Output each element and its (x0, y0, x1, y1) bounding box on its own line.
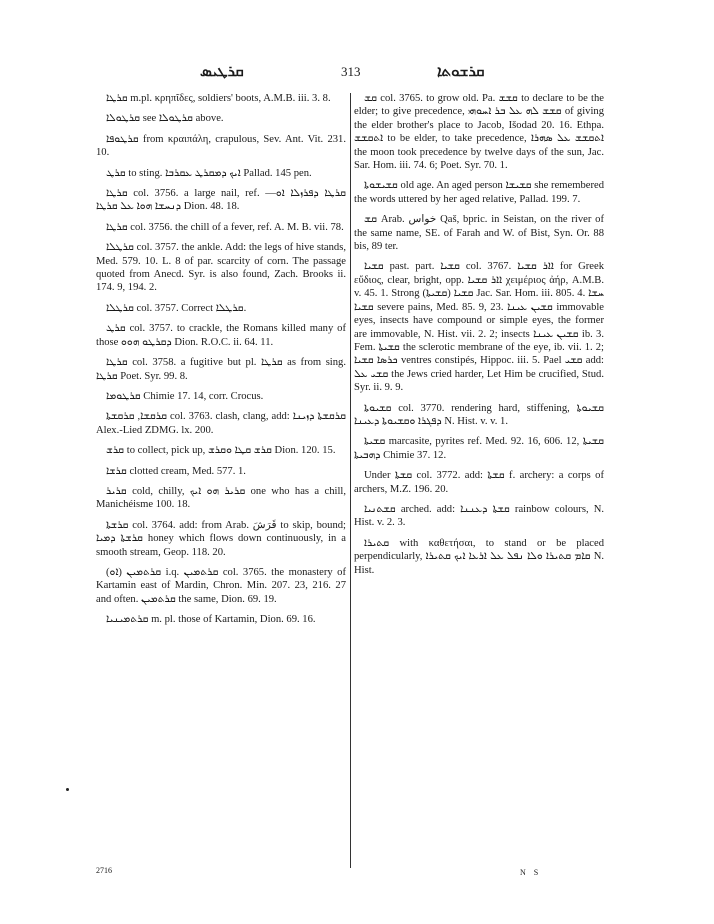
dictionary-entry: ܩܪܫ to collect, pick up, ܩܪܫ ܩܛܐ ܘܩܪܫ Dion. 120. 15. (106, 445, 336, 457)
dictionary-entry: ܩܪܝܪ cold, chilly, ܩܪܝܪ ܗܘ ܐܝܟ one who has a chill, Manichéisme 100. 18. (96, 485, 346, 511)
left-running-head: ܩܪܛܝܣ (200, 62, 244, 80)
dictionary-entry: ܩܪܩܫܐ, ܩܪܩܫܬܐ col. 3763. clash, clang, add: ܩܪܩܫܬܐ ܕܙܝܢܐ Alex.-Lied ZDMG. lx. 200. (96, 411, 346, 436)
dictionary-entry: ܩܪܛܘܦܐ from κραιπάλη, crapulous, Sev. Ant. Vit. 231. 10. (96, 133, 346, 159)
dictionary-entry: ܩܪܛܘܠܐ see ܩܪܛܘܠܐ above. (106, 113, 224, 125)
page-number: 313 (341, 64, 361, 79)
dictionary-entry: ܩܪܫܬܐ col. 3764. add: from Arab. قَرَشَ to skip, bound; ܩܪܫܬܐ ܕܡܝܐ honey which flows down continuously, in a smooth stream, Geop. 118. 20. (96, 519, 346, 558)
dictionary-entry: ܩܪܛ col. 3757. to crackle, the Romans killed many of those ܕܩܪܛܘ ܗܘܘ Dion. R.O.C. ii. 64. 11. (96, 323, 346, 348)
dictionary-entry: ܩܪܫܐ clotted cream, Med. 577. 1. (106, 465, 246, 477)
dictionary-entry: ܩܪܛܐ col. 3758. a fugitive but pl. ܩܪܛܐ as from sing. ܩܪܛܐ Poet. Syr. 99. 8. (96, 357, 346, 382)
dictionary-entry: ܩܫ Arab. خواس Qaš, bpric. in Seistan, on the river of the same name, SE. of Farah and W. of Bist, Syn. Or. 88 bis, 89 ter. (354, 214, 605, 253)
dictionary-entry: ܩܪܛܐ col. 3756. a large nail, ref. —ܩܪܛܐ ܕܦܪܙܠܐ ܐܘ ܕܢܚܫܐ ܗܘܐ ܥܠ ܩܪܛܐ Dion. 48. 18. (96, 188, 346, 213)
dictionary-entry: ܩܪܬܡܝܢܝܐ m. pl. those of Kartamin, Dion. 69. 16. (106, 614, 316, 626)
dictionary-entry: ܩܫܬܢܝܐ arched. add: ܩܫܬܐ ܕܥܢܢܐ rainbow colours, N. Hist. v. 2. 3. (354, 503, 604, 529)
dictionary-entry: ܩܪܛܐ m.pl. κρηπῖδες, soldiers' boots, A.M.B. iii. 3. 8. (106, 93, 331, 104)
dictionary-entry: ܩܫ col. 3765. to grow old. Pa. ܩܫܫ to declare to be the elder; to give precedence, ܩܫܫ ܠܗ ܥܠ ܒܪ ܐܚܘܗܝ of giving the elder brother's place to Jacob, Išodad 20. 16. Ethpa. ܐܬܩܫܫ to be elder, to take precedence, ܐܬܩܫܫ ܥܠ ܣܗܪܐ the moon took precedence by twelve days of the sun, Jac. Sar. Hom. iii. 74. 6; Poet. Syr. 70. 1. (354, 93, 604, 172)
dictionary-entry: ܩܪܛܐ col. 3756. the chill of a fever, ref. A. M. B. vii. 78. (106, 221, 344, 233)
dictionary-entry: ܩܪܛܠܐ col. 3757. Correct ܩܪܛܠܐ. (106, 302, 247, 314)
dictionary-entry: ܩܬܝܪܐ with καθετήσαι, to stand or be placed perpendicularly, ܩܐܡ ܩܬܝܪܐ ܘܠܐ ܢܦܠ ܥܠ ܐܪܥܐ ܐܝܟ ܩܬܝܪܐ N. Hist. (354, 537, 604, 576)
dictionary-entry: ܩܪܛܠܐ col. 3757. the ankle. Add: the legs of hive stands, Med. 579. 10. L. 8 of par. scarcity of corn. The passage quoted from Anecd. Syr. is also found, Zach. Brooks ii. 174. 9, 194. 2. (96, 242, 346, 294)
column-divider (350, 93, 351, 868)
footer-signature-left: 2716 (96, 866, 112, 875)
dictionary-entry: ܩܪܛܘܡܐ Chimie 17. 14, corr. Crocus. (106, 390, 264, 402)
footer-signature-right: N S (520, 868, 542, 877)
dictionary-entry: ܩܫܝܬܐ marcasite, pyrites ref. Med. 92. 16, 606. 12, ܩܫܝܬܐ ܕܗܒܝܬܐ Chimie 37. 12. (354, 436, 604, 461)
dictionary-entry: Under ܩܫܬܐ col. 3772. add: ܩܫܬܐ f. archery: a corps of archers, M.Z. 196. 20. (354, 470, 604, 495)
left-column (96, 92, 346, 634)
dictionary-entry: ܩܪܛ to sting. ܐܝܟ ܕܡܩܪܛ ܥܩܪܒܐ Pallad. 145 pen. (106, 167, 312, 179)
right-column (354, 92, 604, 584)
dictionary-entry: ܩܫܝܘܬܐ col. 3770. rendering hard, stiffening, ܩܫܝܘܬܐ ܕܦܓܪܐ ܘܩܫܝܘܬܐ ܕܥܝܢܐ N. Hist. v. v. 1. (354, 402, 604, 427)
right-running-head: ܩܪܫܘܬܐ (437, 62, 485, 80)
margin-dot (66, 788, 69, 791)
dictionary-entry: ܩܫܝܫܘܬܐ old age. An aged person ܩܫܝܫܐ she remembered the words uttered by her aged relative, Pallad. 199. 7. (354, 180, 604, 205)
dictionary-entry: ܩܫܝܐ past. part. ܩܫܝܐ col. 3767. ܐܐܪ ܩܫܝܐ for Greek εὔδιος, clear, bright, opp. ܐܐܪ ܩܫܝܐ χειμέριος ἀήρ, A.M.B. v. 45. 1. Strong ܩܫܝܐ (ܩܫܝܬܐ) Jac. Sar. Hom. iii. 805. 4. ܚܫܐ ܩܫܝܐ severe pains, Med. 85. 9, 23. ܩܫܝܢ ܥܝܢܐ immovable eyes, insects have compound or simple eyes, the former are immovable, N. Hist. vii. 2. 2; insects ܩܫܝܢ ܥܝܢܐ ib. 3. Fem. ܩܫܝܬܐ the sclerotic membrane of the eye, ib. vii. 1. 2; ܟܪܣܐ ܩܫܝܐ ventres constipés, Hippoc. iii. 5. Pael ܩܫܝ add: ܩܫܝ ܥܠ the Jews cried harder, Let Him be crucified, Stud. Syr. ii. 9. 9. (354, 261, 605, 394)
dictionary-entry: ܩܪܬܡܝܢ (ܐܘ) i.q. ܩܪܬܡܝܢ col. 3765. the monastery of Kartamin east of Mardin, Chron. Min. 207. 23, 216. 27 and often. ܩܪܬܡܝܢ the same, Dion. 69. 19. (96, 566, 346, 605)
